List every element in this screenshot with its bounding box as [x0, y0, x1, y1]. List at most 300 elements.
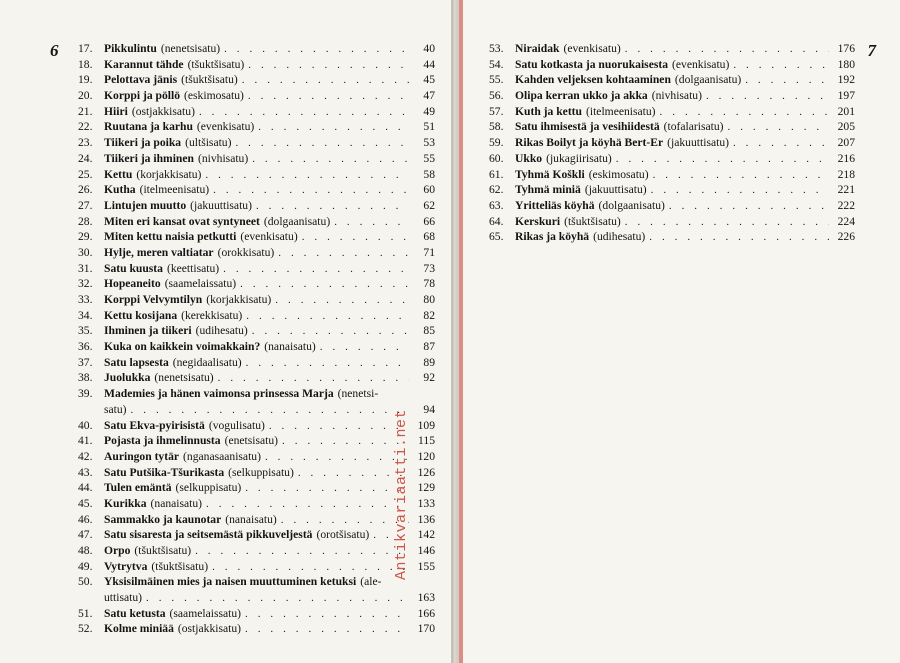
entry-page: 73 — [423, 261, 435, 275]
entry-number: 65. — [489, 230, 504, 244]
entry-title: Yritteliäs köyhä — [515, 198, 595, 212]
dot-leader — [282, 434, 409, 450]
entry-text — [515, 167, 649, 183]
entry-text — [104, 276, 236, 292]
entry-origin: (tšuktšisatu) — [564, 214, 621, 228]
entry-title: Kutha — [104, 183, 136, 197]
dot-leader — [334, 215, 409, 231]
toc-entry — [78, 198, 435, 214]
toc-entry — [78, 370, 435, 386]
entry-page: 87 — [423, 340, 435, 354]
entry-page: 170 — [417, 622, 435, 636]
entry-text — [515, 229, 645, 245]
toc-entry — [489, 151, 855, 167]
entry-number: 29. — [78, 230, 93, 244]
toc-entry — [78, 418, 435, 434]
entry-text — [104, 167, 201, 183]
entry-page: 155 — [417, 559, 435, 573]
toc-entry — [78, 57, 435, 73]
entry-title: Korppi Velvymtilyn — [104, 293, 203, 306]
toc-entry — [489, 41, 855, 57]
entry-title: Satu ketusta — [104, 606, 166, 620]
entry-title: Kurikka — [104, 496, 147, 510]
entry-page: 142 — [417, 528, 435, 542]
entry-number: 32. — [78, 277, 93, 291]
entry-origin-continued: satu) — [104, 402, 127, 416]
entry-text — [104, 323, 248, 339]
entry-text — [104, 543, 191, 559]
entry-page: 78 — [423, 277, 435, 291]
entry-page: 207 — [837, 136, 855, 150]
entry-origin: (selkuppisatu) — [228, 465, 294, 479]
entry-text — [515, 135, 729, 151]
entry-title: Olipa kerran ukko ja akka — [515, 89, 648, 103]
entry-origin: (vogulisatu) — [208, 418, 265, 432]
toc-entry — [489, 214, 855, 230]
entry-page: 82 — [423, 308, 435, 322]
entry-text — [515, 88, 702, 104]
toc-entry — [78, 449, 435, 465]
toc-entry — [78, 167, 435, 183]
entry-origin: (saamelaissatu) — [169, 606, 241, 620]
entry-origin: (nganasaanisatu) — [183, 449, 261, 463]
dot-leader — [733, 58, 829, 74]
entry-page: 51 — [423, 120, 435, 134]
entry-text — [104, 261, 219, 277]
entry-page: 60 — [423, 183, 435, 197]
entry-title: Satu lapsesta — [104, 355, 169, 369]
entry-page: 94 — [423, 402, 435, 416]
entry-origin: (nanaisatu) — [264, 340, 316, 354]
entry-text — [104, 418, 265, 434]
toc-entry — [489, 72, 855, 88]
dot-leader — [235, 136, 409, 152]
entry-origin: (dolgaanisatu) — [674, 73, 742, 87]
entry-page: 180 — [837, 57, 855, 71]
entry-page: 71 — [423, 245, 435, 259]
dot-leader — [242, 73, 409, 89]
entry-origin: (jakuuttisatu) — [667, 136, 729, 150]
entry-origin: (negidaalisatu) — [172, 355, 242, 369]
right-page — [458, 0, 900, 663]
toc-entry — [489, 229, 855, 245]
toc-entry — [78, 41, 435, 57]
entry-number: 48. — [78, 544, 93, 557]
entry-page: 133 — [417, 496, 435, 510]
entry-page: 115 — [418, 434, 435, 448]
dot-leader — [733, 136, 829, 152]
entry-number: 33. — [78, 293, 93, 306]
dot-leader — [245, 481, 409, 497]
entry-origin: (orokkisatu) — [217, 245, 275, 259]
entry-page: 49 — [423, 104, 435, 118]
entry-number: 31. — [78, 261, 93, 275]
entry-title: Satu sisaresta ja seitsemästä pikkuveljestä — [104, 528, 313, 542]
entry-page: 201 — [837, 104, 855, 118]
entry-page: 136 — [417, 512, 435, 526]
entry-number: 53. — [489, 42, 504, 55]
entry-text — [104, 480, 241, 496]
entry-number: 18. — [78, 57, 93, 71]
dot-leader — [246, 356, 409, 372]
dot-leader — [205, 168, 409, 184]
entry-number: 25. — [78, 167, 93, 181]
entry-title: Lintujen muutto — [104, 198, 187, 212]
toc-entry — [78, 512, 435, 528]
entry-origin: (nenetsi- — [337, 387, 379, 401]
entry-number: 17. — [78, 42, 93, 55]
toc-entry — [78, 214, 435, 230]
entry-number: 39. — [78, 387, 93, 401]
entry-title: Kuka on kaikkein voimakkain? — [104, 340, 261, 354]
entry-text — [104, 559, 208, 575]
entry-number: 54. — [489, 57, 504, 71]
entry-title: Ruutana ja karhu — [104, 120, 193, 134]
entry-title: Tulen emäntä — [104, 481, 172, 495]
entry-text — [104, 104, 195, 120]
dot-leader — [246, 309, 409, 325]
entry-page: 222 — [837, 198, 855, 212]
entry-text — [104, 214, 330, 230]
toc-entry — [78, 386, 435, 402]
entry-number: 55. — [489, 73, 504, 87]
entry-page: 80 — [423, 293, 435, 306]
entry-text — [104, 41, 220, 57]
page-number-right: 7 — [867, 41, 876, 60]
entry-text — [104, 57, 244, 73]
entry-number: 64. — [489, 214, 504, 228]
entry-title: Korppi ja pöllö — [104, 89, 181, 103]
entry-origin: (evenkisatu) — [196, 120, 255, 134]
dot-leader — [745, 73, 829, 89]
toc-entry — [78, 182, 435, 198]
entry-text — [104, 496, 202, 512]
entry-origin: (udihesatu) — [593, 230, 646, 244]
entry-origin: (itelmeenisatu) — [586, 104, 656, 118]
entry-title: Karannut tähde — [104, 57, 184, 71]
entry-title: Hiiri — [104, 104, 128, 118]
entry-page: 197 — [837, 89, 855, 103]
entry-title: Ihminen ja tiikeri — [104, 324, 192, 338]
entry-title: Mademies ja hänen vaimonsa prinsessa Marja — [104, 387, 334, 401]
entry-number: 56. — [489, 89, 504, 103]
toc-entry — [78, 245, 435, 261]
entry-origin: (udihesatu) — [195, 324, 248, 338]
entry-origin: (eskimosatu) — [588, 167, 649, 181]
entry-title: Hylje, meren valtiatar — [104, 245, 214, 259]
entry-title: Kolme miniää — [104, 622, 174, 636]
dot-leader — [651, 183, 829, 199]
entry-origin: (nenetsisatu) — [154, 371, 214, 385]
entry-number: 59. — [489, 136, 504, 150]
entry-text — [515, 104, 656, 120]
entry-page: 109 — [417, 418, 435, 432]
dot-leader — [245, 607, 409, 623]
entry-title: Tiikeri ja ihminen — [104, 151, 194, 165]
entry-number: 22. — [78, 120, 93, 134]
entry-page: 163 — [417, 591, 435, 605]
entry-page: 120 — [417, 449, 435, 463]
toc-entry — [78, 229, 435, 245]
entry-text — [104, 339, 316, 355]
entry-origin: (enetsisatu) — [224, 434, 279, 448]
entry-number: 26. — [78, 183, 93, 197]
entry-page: 85 — [423, 324, 435, 338]
entry-origin: (jakuuttisatu) — [190, 198, 252, 212]
entry-title: Kettu — [104, 167, 133, 181]
entry-title: Rikas ja köyhä — [515, 230, 590, 244]
dot-leader — [199, 105, 409, 121]
dot-leader — [248, 58, 409, 74]
entry-origin: (tšuktšisatu) — [151, 559, 209, 573]
dot-leader — [281, 513, 409, 529]
entry-text — [104, 386, 378, 402]
entry-text — [104, 245, 274, 261]
entry-number: 51. — [78, 606, 93, 620]
dot-leader — [256, 199, 409, 215]
entry-number: 36. — [78, 340, 93, 354]
entry-text — [104, 119, 254, 135]
toc-entry — [78, 151, 435, 167]
entry-origin: (korjakkisatu) — [206, 293, 272, 306]
entry-origin: (dolgaanisatu) — [598, 198, 665, 212]
toc-entry — [78, 543, 435, 559]
entry-title: Miten eri kansat ovat syntyneet — [104, 214, 260, 228]
toc-entry — [78, 308, 435, 324]
entry-page: 192 — [837, 73, 855, 87]
toc-entry — [78, 496, 435, 512]
entry-title: Tyhmä miniä — [515, 183, 581, 197]
toc-entry — [78, 355, 435, 371]
toc-entry — [78, 276, 435, 292]
entry-title: Pelottava jänis — [104, 73, 178, 87]
entry-number: 21. — [78, 104, 93, 118]
toc-entry — [78, 527, 435, 543]
entry-origin: (ostjakkisatu) — [131, 104, 195, 118]
toc-entry — [489, 182, 855, 198]
toc-entry — [489, 104, 855, 120]
toc-entry — [78, 72, 435, 88]
entry-number: 24. — [78, 151, 93, 165]
entry-text — [515, 198, 665, 214]
entry-origin: (jukagiirisatu) — [546, 151, 612, 165]
entry-page: 216 — [837, 151, 855, 165]
dot-leader — [224, 42, 409, 58]
toc-entry — [78, 480, 435, 496]
dot-leader — [728, 120, 830, 136]
entry-number: 47. — [78, 528, 93, 542]
toc-entry — [78, 292, 435, 308]
entry-title: Tiikeri ja poika — [104, 136, 182, 150]
entry-number: 52. — [78, 622, 93, 636]
entry-origin: (korjakkisatu) — [136, 167, 202, 181]
entry-page: 62 — [423, 198, 435, 212]
entry-text — [104, 88, 244, 104]
page-edge-mark — [459, 0, 463, 663]
toc-entry — [78, 261, 435, 277]
entry-text — [104, 512, 277, 528]
entry-page: 166 — [417, 606, 435, 620]
entry-number: 57. — [489, 104, 504, 118]
entry-title: Miten kettu naisia petkutti — [104, 230, 237, 244]
entry-number: 49. — [78, 559, 93, 573]
toc-entry — [489, 119, 855, 135]
dot-leader — [252, 152, 409, 168]
toc-entry — [78, 135, 435, 151]
toc-entry — [489, 88, 855, 104]
entry-origin: (eskimosatu) — [184, 89, 244, 103]
entry-number: 38. — [78, 371, 93, 385]
entry-number: 60. — [489, 151, 504, 165]
entry-page: 126 — [417, 465, 435, 479]
entry-page: 129 — [417, 481, 435, 495]
entry-title: Yksisilmäinen mies ja naisen muuttuminen ketuksi — [104, 575, 357, 589]
toc-entry — [489, 167, 855, 183]
entry-origin: (kerekkisatu) — [181, 308, 243, 322]
entry-origin: (ultšisatu) — [185, 136, 232, 150]
entry-text — [104, 355, 242, 371]
entry-number: 43. — [78, 465, 93, 479]
entry-origin: (evenkisatu) — [672, 57, 730, 71]
entry-number: 23. — [78, 136, 93, 150]
toc-entry-continuation — [78, 590, 435, 606]
entry-origin: (keettisatu) — [166, 261, 220, 275]
toc-entry — [78, 104, 435, 120]
entry-text — [104, 606, 241, 622]
entry-text — [104, 151, 248, 167]
entry-number: 40. — [78, 418, 93, 432]
dot-leader — [649, 230, 829, 246]
entry-text — [104, 135, 231, 151]
dot-leader — [278, 246, 409, 262]
entry-origin: (tofalarisatu) — [663, 120, 724, 134]
entry-page: 53 — [423, 136, 435, 150]
entry-title: Tyhmä Koškli — [515, 167, 585, 181]
entry-title: Hopeaneito — [104, 277, 161, 291]
dot-leader — [653, 168, 829, 184]
entry-title: Auringon tytär — [104, 449, 180, 463]
entry-page: 89 — [423, 355, 435, 369]
dot-leader — [248, 89, 409, 105]
toc-entry-continuation — [78, 402, 435, 418]
page-number-left: 6 — [50, 41, 59, 60]
entry-text — [515, 119, 724, 135]
entry-text — [104, 308, 242, 324]
entry-number: 50. — [78, 575, 93, 589]
entry-text — [515, 72, 741, 88]
entry-page: 68 — [423, 230, 435, 244]
entry-page: 47 — [423, 89, 435, 103]
dot-leader — [146, 591, 409, 607]
entry-number: 27. — [78, 198, 93, 212]
toc-entry — [78, 621, 435, 637]
entry-page: 58 — [423, 167, 435, 181]
entry-title: Satu ihmisestä ja vesihiidestä — [515, 120, 660, 134]
entry-page: 55 — [423, 151, 435, 165]
toc-entry — [78, 323, 435, 339]
entry-text — [104, 182, 209, 198]
entry-page: 221 — [837, 183, 855, 197]
entry-number: 61. — [489, 167, 504, 181]
entry-title: Satu kotkasta ja nuorukaisesta — [515, 57, 669, 71]
entry-title: Kettu kosijana — [104, 308, 178, 322]
entry-page: 66 — [423, 214, 435, 228]
entry-number: 63. — [489, 198, 504, 212]
entry-title: Niraidak — [515, 42, 560, 55]
entry-text — [515, 57, 729, 73]
entry-origin: (evenkisatu) — [240, 230, 298, 244]
dot-leader — [265, 450, 409, 466]
entry-text — [104, 292, 271, 308]
entry-number: 42. — [78, 449, 93, 463]
dot-leader — [616, 152, 829, 168]
entry-text — [104, 527, 369, 543]
entry-page: 226 — [837, 230, 855, 244]
entry-origin: (tšuktšisatu) — [187, 57, 245, 71]
entry-title: Satu kuusta — [104, 261, 163, 275]
toc-entry — [78, 574, 435, 590]
entry-page: 45 — [423, 73, 435, 87]
entry-page: 176 — [837, 42, 855, 55]
entry-origin: (nanaisatu) — [150, 496, 203, 510]
entry-title: Pojasta ja ihmelinnusta — [104, 434, 221, 448]
entry-number: 35. — [78, 324, 93, 338]
entry-page: 205 — [837, 120, 855, 134]
entry-text — [104, 449, 261, 465]
toc-entry — [78, 119, 435, 135]
dot-leader — [625, 42, 829, 58]
entry-origin: (tšuktšisatu) — [134, 544, 192, 557]
dot-leader — [240, 277, 409, 293]
entry-page: 40 — [423, 42, 435, 55]
entry-number: 58. — [489, 120, 504, 134]
entry-text — [104, 370, 214, 386]
entry-origin: (saamelaissatu) — [164, 277, 237, 291]
entry-text — [104, 621, 241, 637]
entry-origin: (selkuppisatu) — [175, 481, 242, 495]
entry-text — [515, 182, 647, 198]
entry-origin: (ostjakkisatu) — [177, 622, 241, 636]
dot-leader — [195, 544, 409, 560]
entry-text — [515, 41, 621, 57]
entry-page: 92 — [423, 371, 435, 385]
entry-origin: (itelmeenisatu) — [139, 183, 210, 197]
toc-entry — [489, 57, 855, 73]
dot-leader — [206, 497, 409, 513]
entry-text — [515, 151, 612, 167]
toc-entry — [78, 433, 435, 449]
entry-title: Satu Ekva-pyirisistä — [104, 418, 205, 432]
dot-leader — [252, 324, 409, 340]
entry-number: 34. — [78, 308, 93, 322]
entry-origin: (nenetsisatu) — [160, 42, 221, 55]
toc-entry — [78, 559, 435, 575]
toc-entry — [78, 465, 435, 481]
entry-text — [104, 465, 294, 481]
entry-number: 44. — [78, 481, 93, 495]
entry-page: 44 — [423, 57, 435, 71]
entry-number: 19. — [78, 73, 93, 87]
entry-text — [104, 229, 298, 245]
dot-leader — [269, 419, 409, 435]
entry-number: 45. — [78, 496, 93, 510]
dot-leader — [218, 371, 409, 387]
entry-title: Kerskuri — [515, 214, 561, 228]
entry-origin: (evenkisatu) — [563, 42, 621, 55]
entry-title: Pikkulintu — [104, 42, 157, 55]
entry-number: 41. — [78, 434, 93, 448]
dot-leader — [223, 262, 409, 278]
